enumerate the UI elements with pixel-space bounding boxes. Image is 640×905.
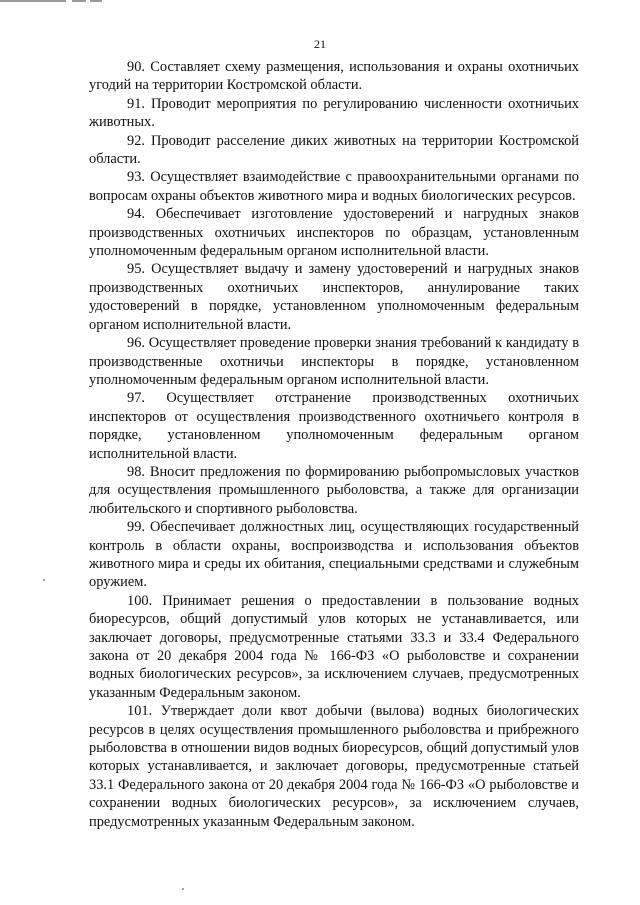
paragraph-100: 100. Принимает решения о предоставлении в пользование водных биоресурсов, общий допустимый улов которых не устанавливается, или заключает договоры, предусмотренные статьями 33.3 и 33.4 Федерального закона от 20 декабря 2004 года № 166-ФЗ «О рыболовстве и сохранении водных биологических ресурсов», за исключением случаев, предусмотренных указанным Федеральным законом.	[89, 592, 579, 701]
page-number: 21	[314, 37, 326, 51]
paragraph-93: 93. Осуществляет взаимодействие с правоохранительными органами по вопросам охраны объектов животного мира и водных биологических ресурсов.	[89, 169, 579, 204]
scan-edge-mark	[72, 0, 86, 2]
paragraph-98: 98. Вносит предложения по формированию рыбопромысловых участков для осуществления промышленного рыболовства, а также для организации любительского и спортивного рыболовства.	[89, 463, 579, 517]
paragraph-97: 97. Осуществляет отстранение производственных охотничьих инспекторов от осуществления производственного охотничьего контроля в порядке, установленном уполномоченным федеральным органом исполнительной власти.	[89, 390, 579, 462]
scan-speck	[182, 888, 184, 890]
paragraph-96: 96. Осуществляет проведение проверки знания требований к кандидату в производственные охотничьи инспекторы в порядке, установленном уполномоченным федеральным органом исполнительной власти.	[89, 335, 579, 388]
paragraph-92: 92. Проводит расселение диких животных на территории Костромской области.	[89, 132, 579, 168]
scan-edge-mark	[90, 0, 102, 2]
paragraph-90: 90. Составляет схему размещения, использования и охраны охотничьих угодий на территории Костромской области.	[89, 59, 579, 94]
paragraph-94: 94. Обеспечивает изготовление удостоверений и нагрудных знаков производственных охотничьих инспекторов по образцам, установленным уполномоченным федеральным органом исполнительной власти.	[89, 206, 579, 260]
paragraph-91: 91. Проводит мероприятия по регулированию численности охотничьих животных.	[89, 95, 579, 131]
scan-speck	[43, 579, 45, 581]
paragraph-95: 95. Осуществляет выдачу и замену удостоверений и нагрудных знаков производственных охотничьих инспекторов, аннулирование таких удостоверений в порядке, установленном уполномоченным федеральным органом исполнительной власти.	[89, 261, 579, 333]
document-body	[89, 58, 579, 831]
paragraph-101: 101. Утверждает доли квот добычи (вылова) водных биологических ресурсов в целях осуществления промышленного рыболовства и прибрежного рыболовства в отношении видов водных биоресурсов, общий допустимый улов которых устанавливается, и заключает договоры, предусмотренные статьей 33.1 Федерального закона от 20 декабря 2004 года № 166-ФЗ «О рыболовстве и сохранении водных биологических ресурсов», за исключением случаев, предусмотренных указанным Федеральным законом.	[89, 703, 579, 830]
scan-edge-mark	[0, 0, 66, 2]
paragraph-99: 99. Обеспечивает должностных лиц, осуществляющих государственный контроль в области охраны, воспроизводства и использования объектов животного мира и среды их обитания, специальными средствами и служебным оружием.	[89, 519, 579, 591]
